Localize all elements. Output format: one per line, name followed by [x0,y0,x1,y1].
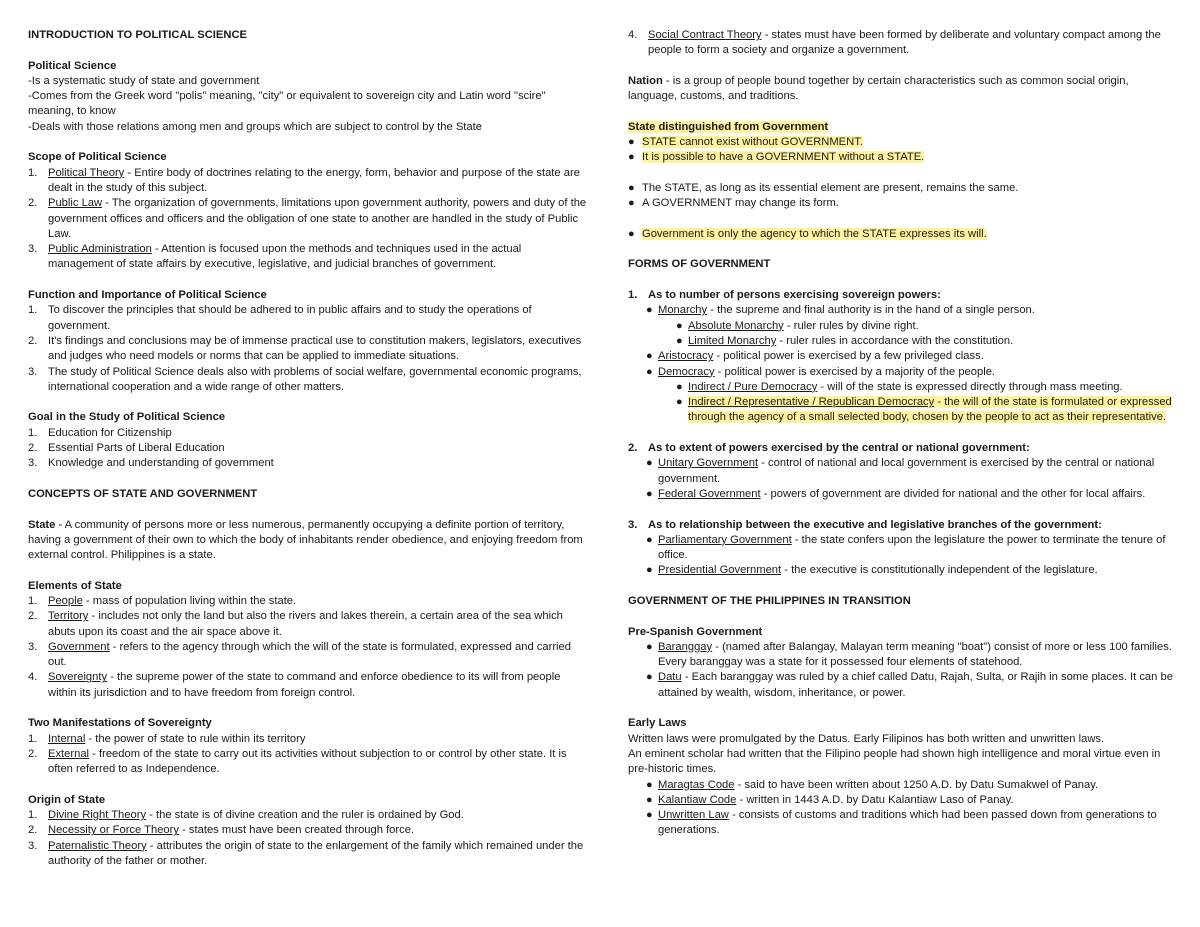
polsci-line: -Comes from the Greek word "polis" meaning, "city" or equivalent to sovereign city and Latin word "scire" meaning, to know [28,90,546,118]
bullet-icon: ● [676,380,683,393]
distinguished-heading: State distinguished from Government [628,120,829,133]
early-law-item: ● Kalantiaw Code - written in 1443 A.D. by Datu Kalantiaw Laso of Panay. [628,793,1176,808]
forms-heading-1: 1. As to number of persons exercising sovereign powers: [628,289,941,302]
origin-item: 2. Necessity or Force Theory - states must have been created through force. [28,824,415,837]
form-item: ● Federal Government - powers of government are divided for national and the other for local affairs. [628,487,1176,502]
forms-heading-3: 3. As to relationship between the executive and legislative branches of the government: [628,518,1102,531]
bullet-icon: ● [676,334,683,347]
early-laws-line: An eminent scholar had written that the Filipino people had shown high intelligence and moral virtue even in pre-historic times. [628,747,1161,776]
goal-item: 1. Education for Citizenship [28,426,172,439]
agency-point: ● Government is only the agency to which the STATE expresses its will. [628,227,1176,242]
bullet-icon: ● [646,564,653,577]
element-item: 3. Government - refers to the agency through which the will of the state is formulated, expressed and carried out. [28,640,571,669]
form-item: ● Parliamentary Government - the state confers upon the legislature the power to terminate the tenure of office. [646,533,1166,562]
early-laws-heading: Early Laws [628,717,687,730]
distinguished-item: ● STATE cannot exist without GOVERNMENT. [628,135,1176,150]
scope-item: 3. Public Administration - Attention is focused upon the methods and techniques used in the actual management of state affairs by executive, legislative, and judicial branches of government. [28,243,522,271]
prespanish-item: ● Baranggay - (named after Balangay, Malayan term meaning "boat") consist of more or less 100 families. Every baranggay was a state for it possessed four elements of statehood. [646,640,1172,669]
bullet-icon: ● [676,319,683,332]
polsci-line: -Deals with those relations among men and groups which are subject to control by the State [28,120,482,133]
form-subitem: ● Indirect / Representative / Republican Democracy - the will of the state is formulated or expressed through the agency of a small selected body, chosen by the people to act as their representative. [676,396,1172,424]
concepts-title: CONCEPTS OF STATE AND GOVERNMENT [28,487,258,500]
state-point: ● A GOVERNMENT may change its form. [628,196,1176,211]
distinguished-item: ● It is possible to have a GOVERNMENT without a STATE. [628,150,1176,165]
bullet-icon: ● [646,533,653,546]
form-item: ● Presidential Government - the executive is constitutionally independent of the legislature. [628,563,1176,578]
goal-heading: Goal in the Study of Political Science [28,411,226,424]
forms-heading-2: 2. As to extent of powers exercised by the central or national government: [628,442,1030,455]
bullet-icon: ● [646,793,653,806]
bullet-icon: ● [646,809,653,822]
bullet-icon: ● [646,350,653,363]
bullet-icon: ● [676,396,683,409]
early-law-item: ● Maragtas Code - said to have been written about 1250 A.D. by Datu Sumakwel of Panay. [628,778,1176,793]
sovereignty-heading: Two Manifestations of Sovereignty [28,717,212,730]
origin-heading: Origin of State [28,793,106,806]
function-item: 3. The study of Political Science deals also with problems of social welfare, governmental economic programs, international cooperation and a wide range of other matters. [28,365,582,393]
form-subitem: ● Limited Monarchy - ruler rules in accordance with the constitution. [628,334,1176,349]
bullet-icon: ● [646,487,653,500]
function-item: 2. It's findings and conclusions may be of immense practical use to constitution makers, legislators, executives and judges who need models or norms that can be applied to immediate situations. [28,334,582,363]
intro-title: INTRODUCTION TO POLITICAL SCIENCE [28,29,247,41]
transition-title: GOVERNMENT OF THE PHILIPPINES IN TRANSITION [628,594,911,607]
element-item: 1. People - mass of population living within the state. [28,594,297,607]
sovereignty-item: 1. Internal - the power of state to rule within its territory [28,732,306,745]
origin-item: 4. Social Contract Theory - states must have been formed by deliberate and voluntary compact among the people to form a society and organize a government. [628,29,1161,57]
prespanish-heading: Pre-Spanish Government [628,625,763,638]
scope-item: 2. Public Law - The organization of governments, limitations upon government authority, powers and duty of the government offices and officers and the obligation of one state to another are handled in the study of Public Law. [28,197,587,240]
early-law-item: ● Unwritten Law - consists of customs and traditions which had been passed down from generations to generations. [646,809,1157,837]
state-definition: State - A community of persons more or less numerous, permanently occupying a definite portion of territory, having a government of their own to which the body of inhabitants render obedience, and enjoying freedom from external control. Philippines is a state. [28,518,583,562]
prespanish-item: ● Datu - Each baranggay was ruled by a chief called Datu, Rajah, Sulta, or Rajih in some places. It can be attained by wealth, wisdom, inheritance, or power. [646,671,1173,699]
goal-item: 2. Essential Parts of Liberal Education [28,442,225,455]
elements-heading: Elements of State [28,579,122,592]
sovereignty-item: 2. External - freedom of the state to carry out its activities without subjection to or control by other state. It is often referred to as Independence. [28,747,567,776]
bullet-icon: ● [646,457,653,470]
state-point: ● The STATE, as long as its essential element are present, remains the same. [628,181,1176,196]
form-item: ● Aristocracy - political power is exercised by a few privileged class. [628,349,1176,364]
origin-item: 1. Divine Right Theory - the state is of divine creation and the ruler is ordained by God. [28,809,464,822]
form-subitem: ● Indirect / Pure Democracy - will of the state is expressed directly through mass meeting. [628,380,1176,395]
origin-item: 3. Paternalistic Theory - attributes the origin of state to the enlargement of the family which remained under the authority of the father or mother. [28,839,584,868]
bullet-icon: ● [646,671,653,684]
bullet-icon: ● [646,640,653,653]
bullet-icon: ● [646,778,653,791]
bullet-icon: ● [628,197,635,210]
bullet-icon: ● [646,304,653,317]
form-item: ● Unitary Government - control of national and local government is exercised by the central or national government. [646,457,1155,485]
form-item: ● Democracy - political power is exercised by a majority of the people. [628,365,1176,380]
bullet-icon: ● [628,136,635,149]
forms-title: FORMS OF GOVERNMENT [628,258,771,271]
element-item: 4. Sovereignty - the supreme power of the state to command and enforce obedience to its will from people within its jurisdiction and to have freedom from foreign control. [28,671,561,699]
bullet-icon: ● [628,151,635,164]
function-item: 1. To discover the principles that should be adhered to in public affairs and to study the operations of government. [28,304,532,332]
scope-item: 1. Political Theory - Entire body of doctrines relating to the energy, form, behavior and purpose of the state are dealt in the study of this subject. [28,166,580,194]
nation-definition: Nation - is a group of people bound together by certain characteristics such as common social origin, language, customs, and traditions. [628,74,1129,103]
function-heading: Function and Importance of Political Science [28,289,267,302]
bullet-icon: ● [628,181,635,194]
goal-item: 3. Knowledge and understanding of government [28,457,274,470]
polsci-heading: Political Science [28,59,117,72]
left-column [28,28,588,869]
form-item: ● Monarchy - the supreme and final authority is in the hand of a single person. [628,303,1176,318]
bullet-icon: ● [628,227,635,240]
scope-heading: Scope of Political Science [28,151,167,164]
form-subitem: ● Absolute Monarchy - ruler rules by divine right. [628,319,1176,334]
right-column [628,28,1176,839]
bullet-icon: ● [646,365,653,378]
early-laws-line: Written laws were promulgated by the Datus. Early Filipinos has both written and unwritten laws. [628,732,1105,745]
polsci-line: -Is a systematic study of state and government [28,74,260,87]
element-item: 2. Territory - includes not only the land but also the rivers and lakes therein, a certain area of the sea which abuts upon its coast and the air space above it. [28,610,563,638]
